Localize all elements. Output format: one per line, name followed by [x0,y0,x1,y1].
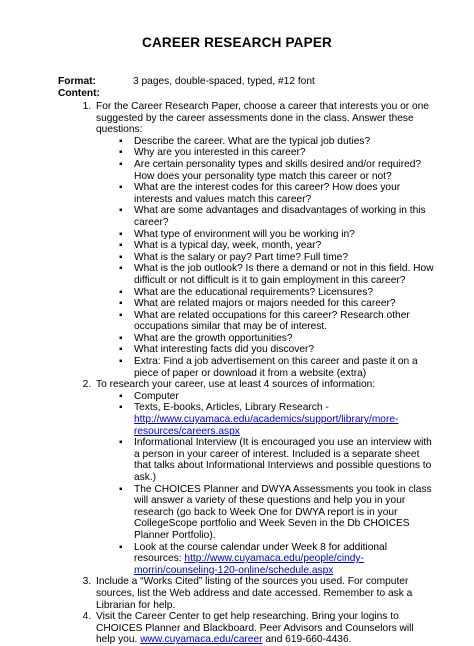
content-list [64,101,434,646]
question-item: ▪ Why are you interested in this career? [119,147,434,159]
course-schedule-link[interactable]: http://www.cuyamaca.edu/people/cindy-morrin/counseling-120-online/schedule.aspx [134,553,364,576]
question-item: ▪ What are the interest codes for this career? How does your interests and values match this career? [119,182,434,205]
content-label: Content: [58,88,100,99]
list-item-3 [94,576,434,611]
question-item: ▪ What interesting facts did you discover? [119,344,434,356]
list-item-1 [94,101,434,379]
question-item: ▪ What is the job outlook? Is there a demand or not in this field. How difficult or not difficult is it to gain employment in this career? [119,263,434,286]
question-item: ▪ What is a typical day, week, month, year? [119,240,434,252]
library-resources-link[interactable]: http://www.cuyamaca.edu/academics/support/library/more-resources/careers.aspx [134,414,399,437]
source-item: ▪ Informational Interview (It is encouraged you use an interview with a person in your career of interest. Included is a separate sheet that talks about Informational Interviews and possible questions to ask.) [119,437,434,483]
question-item: ▪ Are certain personality types and skills desired and/or required? How does your personality type match this career or not? [119,159,434,182]
source-item: ▪ Computer [119,391,434,403]
source-item-text: Texts, E-books, Articles, Library Research - [134,402,329,414]
item-2-text: To research your career, use at least 4 sources of information: [96,379,376,391]
item-3-text: Include a “Works Cited” listing of the sources you used. For computer sources, list the Web address and date accessed. Remember to ask a Librarian for help. [96,576,413,611]
source-item [119,402,434,437]
question-item: ▪ Extra: Find a job advertisement on this career and paste it on a piece of paper or download it from a website (extra) [119,356,434,379]
item-1-text: For the Career Research Paper, choose a career that interests you or one suggested by the career assessments done in the class. Answer these questions: [96,101,429,136]
question-item: ▪ What are some advantages and disadvantages of working in this career? [119,205,434,228]
format-value: 3 pages, double-spaced, typed, #12 font [133,76,315,87]
source-item: ▪ The CHOICES Planner and DWYA Assessments you took in class will answer a variety of these questions and help you in your research (go back to Week One for DWYA report is in your CollegeScope portfolio and Week Seven in the Db CHOICES Planner Portfolio). [119,484,434,542]
question-item: ▪ What is the salary or pay? Part time? Full time? [119,252,434,264]
source-list [96,391,434,577]
source-item [119,542,434,577]
question-item: ▪ Describe the career. What are the typical job duties? [119,136,434,148]
page-title: CAREER RESEARCH PAPER [142,35,332,50]
item-4-tail: and 619-660-4436. [265,634,352,646]
list-item-2 [94,379,434,576]
source-item-text: Look at the course calendar under Week 8 for additional resources: [134,541,387,565]
item-4-text: Visit the Career Center to get help researching. Bring your logins to CHOICES Planner and Blackboard. Peer Advisors and Counselors will help you. [96,611,414,646]
content-body [64,101,434,646]
format-label: Format: [58,76,96,87]
career-center-link[interactable]: www.cuyamaca.edu/career [140,634,263,646]
question-item: ▪ What are the educational requirements? Licensures? [119,287,434,299]
question-item: ▪ What are related occupations for this career? Research other occupations similar that may be of interest. [119,310,434,333]
question-item: ▪ What are related majors or majors needed for this career? [119,298,434,310]
list-item-4 [94,611,434,646]
question-item: ▪ What are the growth opportunities? [119,333,434,345]
question-list [96,136,434,379]
question-item: ▪ What type of environment will you be working in? [119,229,434,241]
